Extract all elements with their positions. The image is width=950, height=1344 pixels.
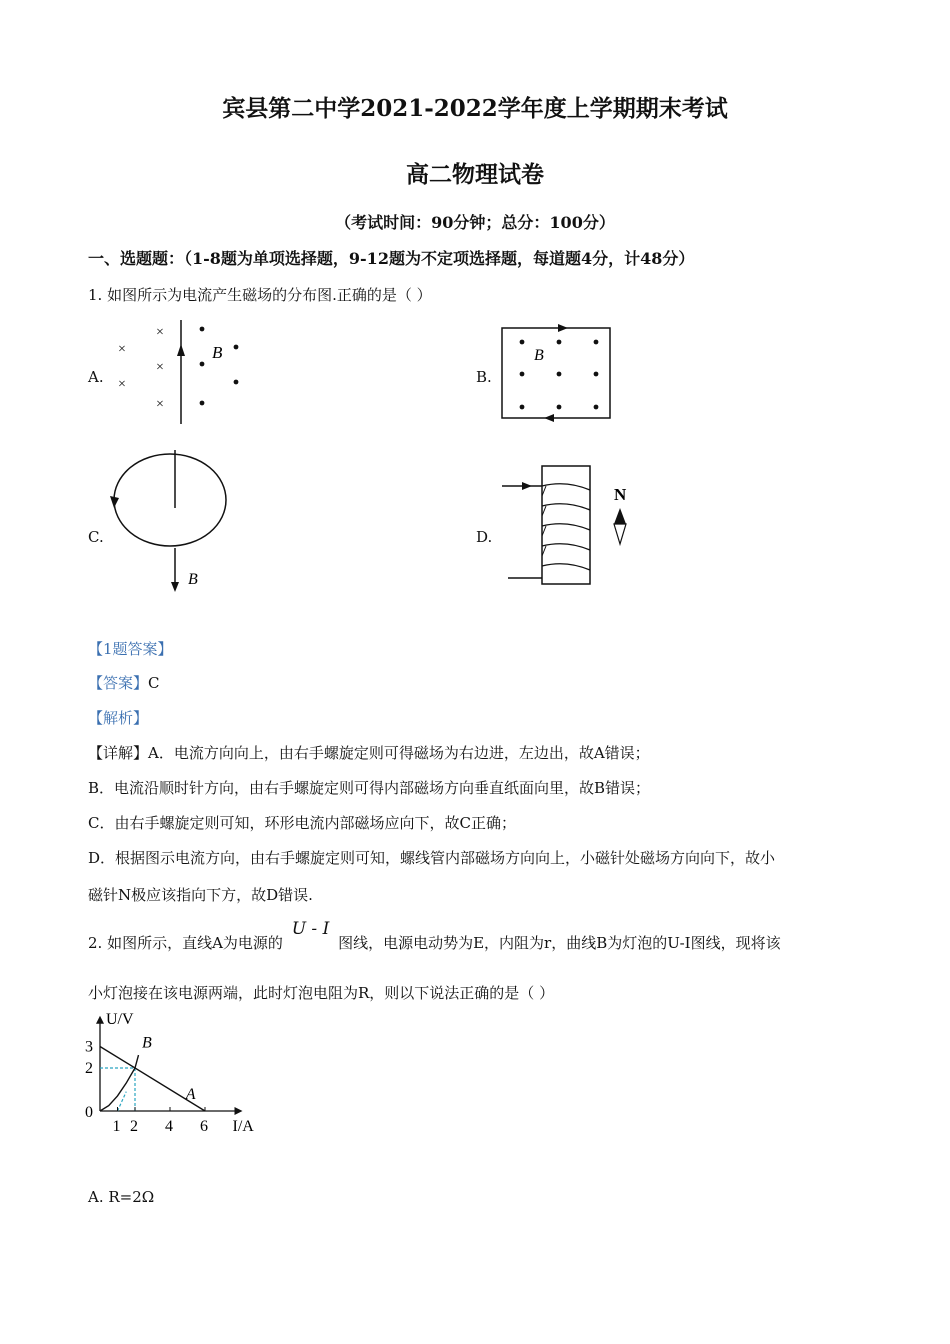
q1-option-b-label: B.	[476, 368, 492, 386]
q2-option-a: A. R=2Ω	[88, 1188, 155, 1206]
q1-figure-c	[104, 448, 234, 594]
series-line-B	[100, 1055, 139, 1111]
svg-text:×: ×	[156, 360, 164, 375]
svg-text:×: ×	[118, 377, 126, 392]
x-axis-arrow	[235, 1107, 243, 1115]
q2-stem-part2: 图线，电源电动势为E，内阻为r，曲线B为灯泡的U-I图线，现将该	[338, 934, 781, 952]
q2-ui-chart	[84, 1008, 284, 1138]
svg-text:×: ×	[118, 342, 126, 357]
q2-stem-line1	[88, 919, 781, 953]
q1-stem: 1. 如图所示为电流产生磁场的分布图.正确的是（ ）	[88, 286, 432, 304]
x-tick-label: 6	[200, 1118, 208, 1135]
q1-figure-d	[500, 462, 640, 590]
answer-value: C	[148, 674, 160, 692]
q1-option-a-label: A.	[88, 368, 104, 386]
q1-detail-c: C．由右手螺旋定则可知，环形电流内部磁场应向下，故C正确；	[88, 814, 516, 832]
exam-title: 宾县第二中学2021-2022学年度上学期期末考试	[222, 95, 728, 122]
compass-needle-north	[614, 508, 626, 524]
q2-ui-symbol: U - I	[291, 919, 330, 939]
section-heading: 一、选题题：（1-8题为单项选择题，9-12题为不定项选择题，每道题4分，计48分）	[88, 249, 695, 268]
exam-subtitle: 高二物理试卷	[406, 161, 544, 188]
q1-option-c-label: C.	[88, 528, 104, 546]
q1-answer	[88, 672, 160, 693]
answer-label: 【答案】	[88, 674, 149, 692]
q1-detail-b: B．电流沿顺时针方向，由右手螺旋定则可得内部磁场方向垂直纸面向里，故B错误；	[88, 779, 651, 797]
exam-info: （考试时间：90分钟；总分：100分）	[335, 213, 615, 232]
y-tick-label: 3	[85, 1038, 93, 1056]
y-axis-label: U/V	[106, 1010, 134, 1028]
y-tick-label: 2	[85, 1060, 93, 1077]
q1a-b-label: B	[212, 343, 223, 362]
x-tick-label: 4	[165, 1118, 173, 1135]
x-tick-label: 1	[112, 1118, 121, 1135]
y-axis-arrow	[96, 1016, 104, 1024]
y-tick-label: 0	[85, 1104, 93, 1121]
q1b-b-label: B	[534, 347, 544, 364]
q2-stem-part1: 2. 如图所示，直线A为电源的	[88, 934, 283, 952]
q1-detail-d2: 磁针N极应该指向下方，故D错误.	[88, 886, 313, 904]
x-axis-label: I/A	[232, 1118, 254, 1135]
q1c-b-label: B	[188, 571, 198, 588]
svg-text:×: ×	[156, 325, 164, 340]
q2-stem-line2: 小灯泡接在该电源两端，此时灯泡电阻为R，则以下说法正确的是（ ）	[88, 984, 555, 1002]
svg-text:×: ×	[156, 397, 164, 412]
q1-answer-title: 【1题答案】	[88, 640, 173, 658]
x-tick-label: 2	[130, 1118, 138, 1135]
series-label-A: A	[185, 1086, 196, 1104]
q1-detail-d1: D．根据图示电流方向，由右手螺旋定则可知，螺线管内部磁场方向向上，小磁针处磁场方向向下，故小	[88, 849, 776, 867]
q1d-north-label: N	[614, 485, 627, 504]
q1-figure-a	[108, 316, 258, 428]
q1-analysis-label: 【解析】	[88, 709, 149, 727]
q1-figure-b	[498, 322, 616, 424]
compass-needle-south	[614, 524, 626, 544]
q1-detail-a: 【详解】A．电流方向向上，由右手螺旋定则可得磁场为右边进，左边出，故A错误；	[88, 744, 650, 762]
q1-option-d-label: D.	[476, 528, 493, 546]
series-label-B: B	[142, 1034, 152, 1052]
